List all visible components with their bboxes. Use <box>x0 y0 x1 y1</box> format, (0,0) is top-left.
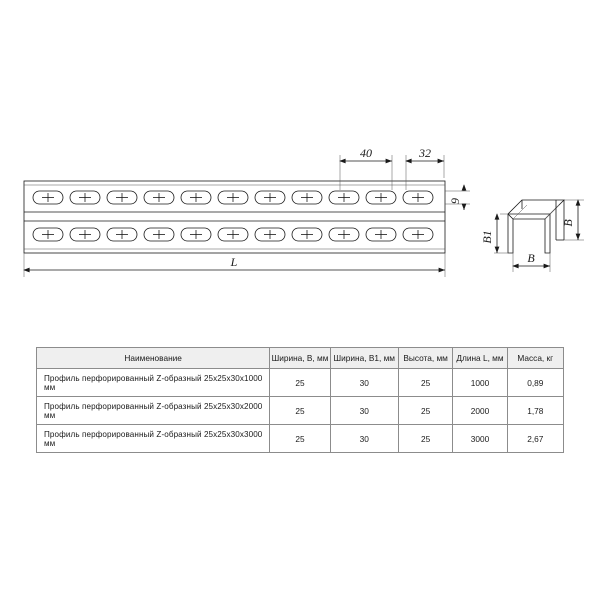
table-header-width-b: Ширина, B, мм <box>270 348 330 369</box>
cell-length: 3000 <box>453 425 507 453</box>
specification-table <box>36 347 564 453</box>
table-header-name: Наименование <box>37 348 270 369</box>
dim-length-label: L <box>230 255 238 269</box>
cell-width-b1: 30 <box>330 425 398 453</box>
table-row <box>37 397 564 425</box>
dim-pitch-40-label: 40 <box>360 146 372 160</box>
dimension-length-L <box>24 253 445 277</box>
profile-front-view <box>24 181 445 253</box>
table-header-height: Высота, мм <box>398 348 452 369</box>
cell-width-b: 25 <box>270 425 330 453</box>
pitch-dimension-32 <box>406 146 444 190</box>
dimension-B-bottom <box>513 251 550 272</box>
table-row <box>37 369 564 397</box>
dimension-B-right <box>561 200 584 240</box>
table-header-mass: Масса, кг <box>507 348 563 369</box>
dimension-slot-height-9 <box>445 185 470 210</box>
profile-section-view <box>508 200 564 253</box>
table-header-length: Длина L, мм <box>453 348 507 369</box>
cell-height: 25 <box>398 425 452 453</box>
dim-B-right-label: B <box>561 219 575 227</box>
cell-height: 25 <box>398 369 452 397</box>
table-header-row <box>37 348 564 369</box>
cell-width-b: 25 <box>270 369 330 397</box>
cell-mass: 2,67 <box>507 425 563 453</box>
cell-height: 25 <box>398 397 452 425</box>
dim-B-bottom-label: B <box>527 251 535 265</box>
table-header-width-b1: Ширина, B1, мм <box>330 348 398 369</box>
perforation-row-top <box>33 191 433 204</box>
cell-width-b: 25 <box>270 397 330 425</box>
cell-name: Профиль перфорированный Z-образный 25x25x30x2000 мм <box>37 397 270 425</box>
pitch-dimension-40 <box>340 146 392 190</box>
cell-mass: 1,78 <box>507 397 563 425</box>
table-row <box>37 425 564 453</box>
perforation-row-bottom <box>33 228 433 241</box>
cell-name: Профиль перфорированный Z-образный 25x25x30x1000 мм <box>37 369 270 397</box>
dim-B1-label: B1 <box>480 230 494 244</box>
cell-width-b1: 30 <box>330 397 398 425</box>
cell-name: Профиль перфорированный Z-образный 25x25x30x3000 мм <box>37 425 270 453</box>
dim-pitch-32-label: 32 <box>419 146 431 160</box>
cell-width-b1: 30 <box>330 369 398 397</box>
cell-length: 1000 <box>453 369 507 397</box>
cell-length: 2000 <box>453 397 507 425</box>
dim-slot-height-label: 9 <box>448 198 462 204</box>
cell-mass: 0,89 <box>507 369 563 397</box>
